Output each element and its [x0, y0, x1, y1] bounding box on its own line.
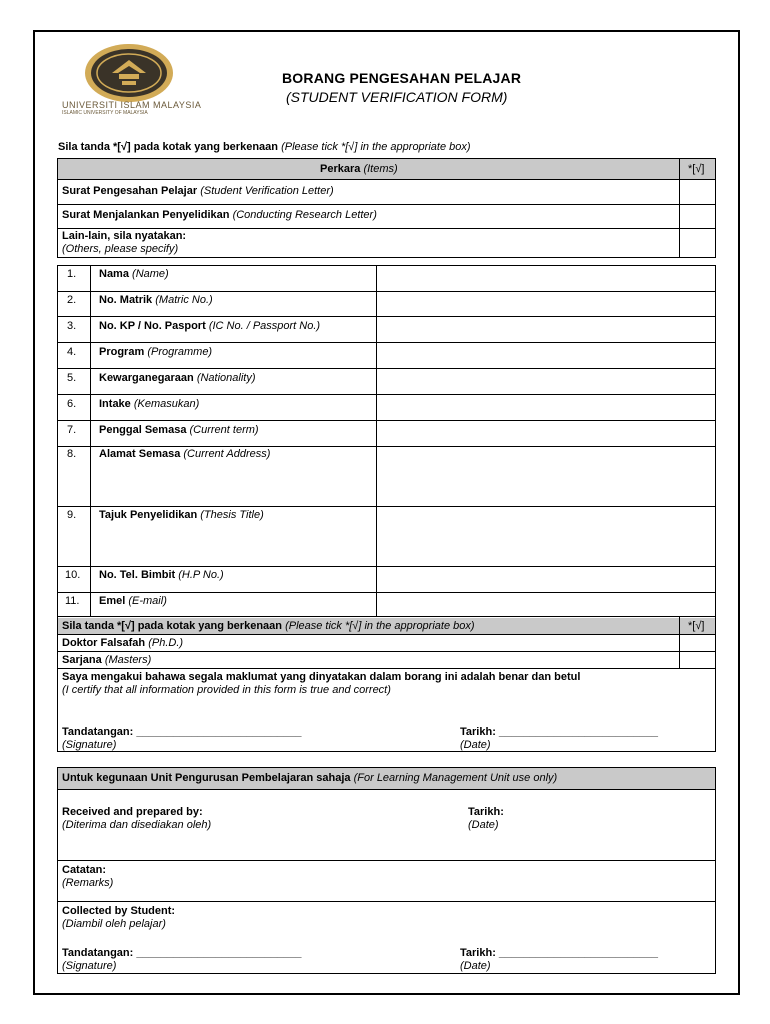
address-field[interactable]: [377, 447, 715, 506]
name-field[interactable]: [377, 266, 715, 291]
form-title: BORANG PENGESAHAN PELAJAR: [282, 70, 522, 86]
item-row: Surat Menjalankan Penyelidikan (Conducting Research Letter): [62, 209, 377, 221]
programme-field[interactable]: [377, 343, 715, 368]
level-tick-header: *[√]: [688, 620, 705, 632]
detail-label: Nama (Name): [99, 268, 169, 280]
signature-label-en: (Signature): [62, 739, 117, 751]
current-term-field[interactable]: [377, 421, 715, 446]
level-instruction: Sila tanda *[√] pada kotak yang berkenaan (Please tick *[√] in the appropriate box): [62, 620, 475, 632]
received-label: Received and prepared by:: [62, 806, 203, 818]
detail-label: Tajuk Penyelidikan (Thesis Title): [99, 509, 264, 521]
detail-label: No. Tel. Bimbit (H.P No.): [99, 569, 224, 581]
items-tick-header: *[√]: [688, 163, 705, 175]
detail-number: 4.: [67, 346, 77, 358]
detail-number: 7.: [67, 424, 77, 436]
intake-field[interactable]: [377, 395, 715, 420]
collected-label-ms: (Diambil oleh pelajar): [62, 918, 166, 930]
office-date-label: Tarikh:: [468, 806, 504, 818]
form-subtitle: (STUDENT VERIFICATION FORM): [286, 89, 508, 105]
matric-field[interactable]: [377, 292, 715, 316]
university-subname: ISLAMIC UNIVERSITY OF MALAYSIA: [62, 110, 148, 116]
university-logo: [62, 40, 212, 118]
email-field[interactable]: [377, 593, 715, 617]
detail-number: 3.: [67, 320, 77, 332]
nationality-field[interactable]: [377, 369, 715, 394]
collector-signature-en: (Signature): [62, 960, 117, 972]
signature-field[interactable]: Tandatangan: ___________________________: [62, 726, 302, 738]
remarks-label-en: (Remarks): [62, 877, 114, 889]
items-header-label: Perkara (Items): [320, 163, 398, 175]
detail-label: Program (Programme): [99, 346, 213, 358]
office-use-table: [57, 767, 716, 974]
detail-number: 5.: [67, 372, 77, 384]
tick-box-verification[interactable]: [680, 180, 715, 204]
detail-label: Intake (Kemasukan): [99, 398, 200, 410]
thesis-title-field[interactable]: [377, 507, 715, 566]
detail-number: 1.: [67, 268, 77, 280]
level-option: Sarjana (Masters): [62, 654, 152, 666]
office-date-label-en: (Date): [468, 819, 499, 831]
collector-signature-field[interactable]: Tandatangan: ___________________________: [62, 947, 302, 959]
collector-date-en: (Date): [460, 960, 491, 972]
detail-label: Kewarganegaraan (Nationality): [99, 372, 256, 384]
item-row: Surat Pengesahan Pelajar (Student Verification Letter): [62, 185, 334, 197]
declaration-text: Saya mengakui bahawa segala maklumat yang dinyatakan dalam borang ini adalah benar dan betul: [62, 671, 581, 683]
detail-label: No. KP / No. Pasport (IC No. / Passport No.): [99, 320, 321, 332]
date-field[interactable]: Tarikh: __________________________: [460, 726, 658, 738]
detail-number: 8.: [67, 448, 77, 460]
collector-date-field[interactable]: Tarikh: __________________________: [460, 947, 658, 959]
detail-label: Penggal Semasa (Current term): [99, 424, 259, 436]
university-name: UNIVERSITI ISLAM MALAYSIA: [62, 100, 202, 110]
detail-number: 6.: [67, 398, 77, 410]
tick-box-others[interactable]: [680, 229, 715, 257]
office-use-title: Untuk kegunaan Unit Pengurusan Pembelajaran sahaja (For Learning Management Unit use only): [62, 772, 558, 784]
tick-box-research[interactable]: [680, 205, 715, 228]
ic-passport-field[interactable]: [377, 317, 715, 342]
level-option: Doktor Falsafah (Ph.D.): [62, 637, 184, 649]
detail-label: Alamat Semasa (Current Address): [99, 448, 271, 460]
phone-field[interactable]: [377, 567, 715, 592]
detail-label: No. Matrik (Matric No.): [99, 294, 213, 306]
remarks-label: Catatan:: [62, 864, 107, 876]
instruction-1: Sila tanda *[√] pada kotak yang berkenaan (Please tick *[√] in the appropriate box): [58, 141, 471, 153]
detail-label: Emel (E-mail): [99, 595, 167, 607]
received-label-ms: (Diterima dan disediakan oleh): [62, 819, 212, 831]
date-label-en: (Date): [460, 739, 491, 751]
tick-box-phd[interactable]: [680, 635, 715, 651]
collected-label: Collected by Student:: [62, 905, 176, 917]
detail-number: 10.: [65, 569, 81, 581]
declaration-text-en: (I certify that all information provided in this form is true and correct): [62, 684, 391, 696]
item-row: Lain-lain, sila nyatakan: (Others, please specify): [62, 230, 187, 255]
detail-number: 2.: [67, 294, 77, 306]
detail-number: 11.: [65, 595, 80, 607]
tick-box-masters[interactable]: [680, 652, 715, 668]
detail-number: 9.: [67, 509, 77, 521]
